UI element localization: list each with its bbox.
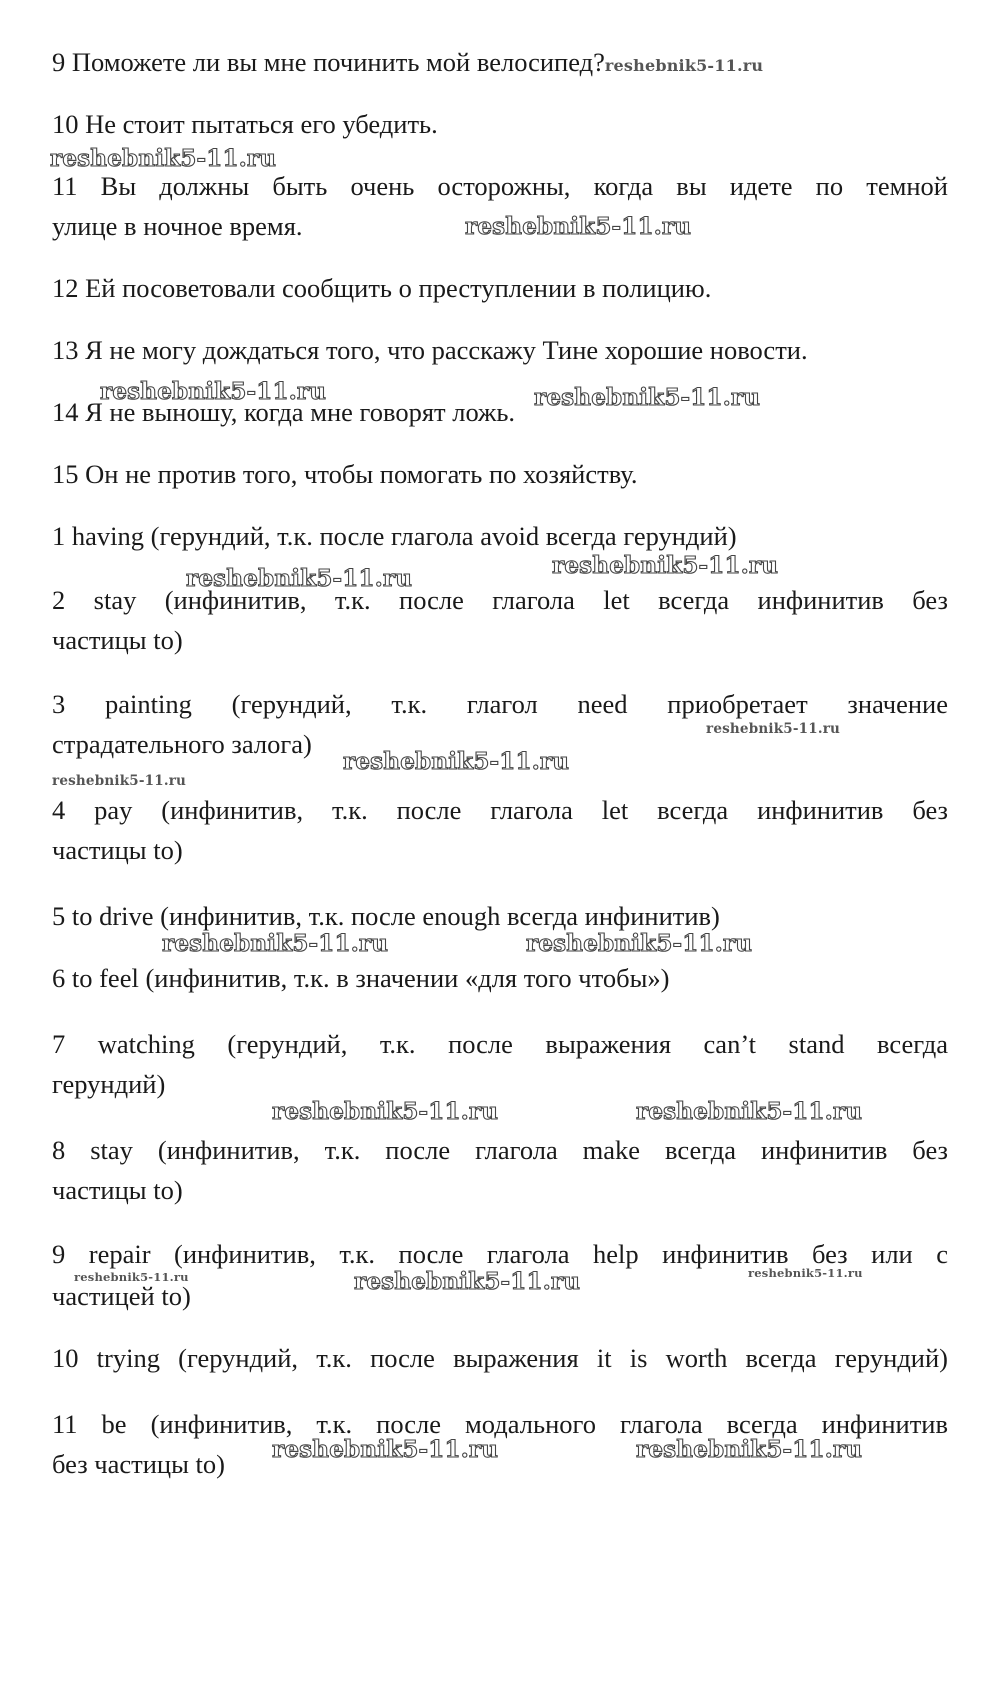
answer-10: 10 trying (герундий, т.к. после выражения it is worth всегда герундий) xyxy=(52,1343,948,1373)
answer-3-line-2: страдательного залога) xyxy=(52,729,312,759)
watermark: reshebnik5-11.ru xyxy=(343,748,570,775)
answer-4-line-1: 4 pay (инфинитив, т.к. после глагола let всегда инфинитив без xyxy=(52,795,948,825)
watermark: reshebnik5-11.ru xyxy=(162,930,389,957)
sentence-9-text: 9 Поможете ли вы мне починить мой велосипед? xyxy=(52,47,605,77)
sentence-12: 12 Ей посоветовали сообщить о преступлении в полицию. xyxy=(52,273,712,303)
watermark: reshebnik5-11.ru xyxy=(748,1266,863,1280)
watermark: reshebnik5-11.ru xyxy=(52,773,187,789)
watermark: reshebnik5-11.ru xyxy=(552,552,779,579)
answer-8-line-1: 8 stay (инфинитив, т.к. после глагола make всегда инфинитив без xyxy=(52,1135,948,1165)
watermark: reshebnik5-11.ru xyxy=(636,1098,863,1125)
answer-2-line-1: 2 stay (инфинитив, т.к. после глагола let всегда инфинитив без xyxy=(52,585,948,615)
watermark: reshebnik5-11.ru xyxy=(465,213,692,240)
watermark: reshebnik5-11.ru xyxy=(354,1268,581,1295)
sentence-9 xyxy=(52,44,948,84)
answer-7-line-1: 7 watching (герундий, т.к. после выражения can’t stand всегда xyxy=(52,1029,948,1059)
answer-6: 6 to feel (инфинитив, т.к. в значении «для того чтобы») xyxy=(52,963,670,993)
sentence-15: 15 Он не против того, чтобы помогать по хозяйству. xyxy=(52,459,638,489)
answer-3-line-1: 3 painting (герундий, т.к. глагол need приобретает значение xyxy=(52,689,948,719)
watermark: reshebnik5-11.ru xyxy=(534,384,761,411)
answer-7-line-2: герундий) xyxy=(52,1069,166,1099)
sentence-13: 13 Я не могу дождаться того, что расскажу Тине хорошие новости. xyxy=(52,335,808,365)
answer-8-line-2: частицы to) xyxy=(52,1175,183,1205)
watermark: reshebnik5-11.ru xyxy=(272,1436,499,1463)
watermark: reshebnik5-11.ru xyxy=(74,1270,189,1284)
answer-9-line-2: частицей to) xyxy=(52,1281,191,1311)
watermark-inline: reshebnik5-11.ru xyxy=(604,56,764,75)
watermark: reshebnik5-11.ru xyxy=(50,145,277,172)
watermark: reshebnik5-11.ru xyxy=(186,565,413,592)
sentence-14: 14 Я не выношу, когда мне говорят ложь. xyxy=(52,397,516,427)
answer-5: 5 to drive (инфинитив, т.к. после enough всегда инфинитив) xyxy=(52,901,720,931)
answer-4-line-2: частицы to) xyxy=(52,835,183,865)
sentence-11-line-1: 11 Вы должны быть очень осторожны, когда вы идете по темной xyxy=(52,171,948,201)
answer-1: 1 having (герундий, т.к. после глагола avoid всегда герундий) xyxy=(52,521,737,551)
sentence-10: 10 Не стоит пытаться его убедить. xyxy=(52,109,438,139)
answer-2-line-2: частицы to) xyxy=(52,625,183,655)
answer-11-line-1: 11 be (инфинитив, т.к. после модального глагола всегда инфинитив xyxy=(52,1409,948,1439)
watermark: reshebnik5-11.ru xyxy=(100,378,327,405)
watermark: reshebnik5-11.ru xyxy=(526,930,753,957)
answer-9-line-1: 9 repair (инфинитив, т.к. после глагола help инфинитив без или с xyxy=(52,1239,948,1269)
watermark: reshebnik5-11.ru xyxy=(636,1436,863,1463)
watermark: reshebnik5-11.ru xyxy=(272,1098,499,1125)
sentence-11-line-2: улице в ночное время. xyxy=(52,211,303,241)
answer-11-line-2: без частицы to) xyxy=(52,1449,225,1479)
watermark: reshebnik5-11.ru xyxy=(706,721,841,737)
